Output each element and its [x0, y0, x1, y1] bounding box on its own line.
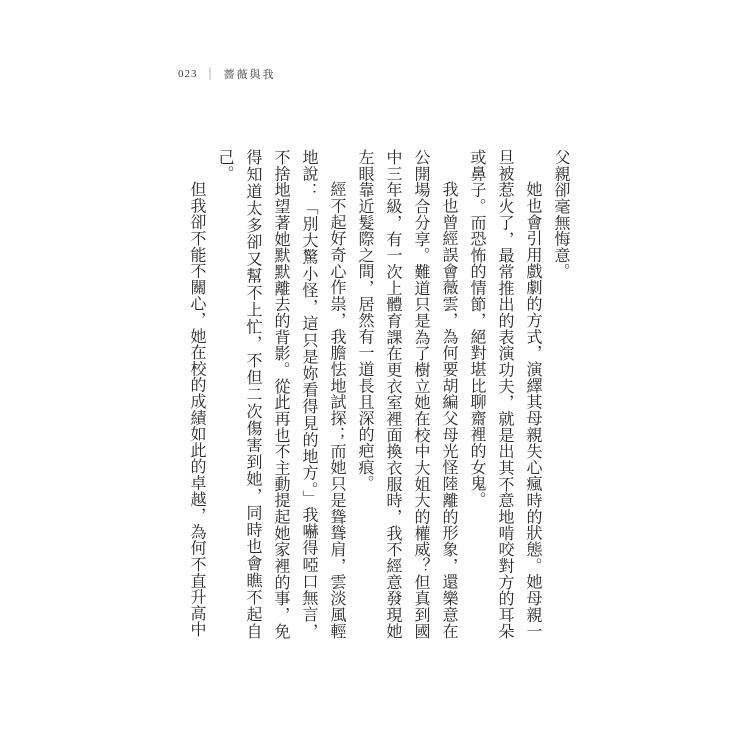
paragraph: 但我卻不能不關心，她在校的成績如此的卓越，為何不直升高中 — [188, 181, 205, 638]
paragraph: 父親卻毫無悔意。 — [552, 149, 569, 280]
paragraph: 她也會引用戲劇的方式，演繹其母親失心瘋時的狀態。她母親一旦被惹火了，最常推出的表演功夫，就是出其不意地啃咬對方的耳朵或鼻子。而恐怖的情節，絕對堪比聊齋裡的女鬼。 — [468, 149, 541, 639]
vertical-text-block — [182, 149, 574, 639]
running-header — [178, 66, 276, 82]
header-separator: ｜ — [204, 68, 217, 83]
paragraph: 我也曾經誤會薇雲，為何要胡編父母光怪陸離的形象，還樂意在公開場合分享。難道只是為了樹立她在校中大姐大的權威？但真到國中三年級，有一次上體育課在更衣室裡面換衣服時，我不經意發現她左眼靠近髮際之間，居然有一道長且深的疤痕。 — [356, 149, 457, 639]
book-title: 薔薇與我 — [223, 69, 276, 81]
paragraph: 經不起好奇心作祟，我膽怯地試探；而她只是聳聳肩，雲淡風輕地說：「別大驚小怪，這只是妳看得見的地方。」我嚇得啞口無言，不捨地望著她默默離去的背影。從此再也不主動提起她家裡的事，免得知道太多卻又幫不上忙，不但二次傷害到她，同時也會瞧不起自己。 — [216, 149, 345, 639]
page-number: 023 — [178, 68, 198, 80]
